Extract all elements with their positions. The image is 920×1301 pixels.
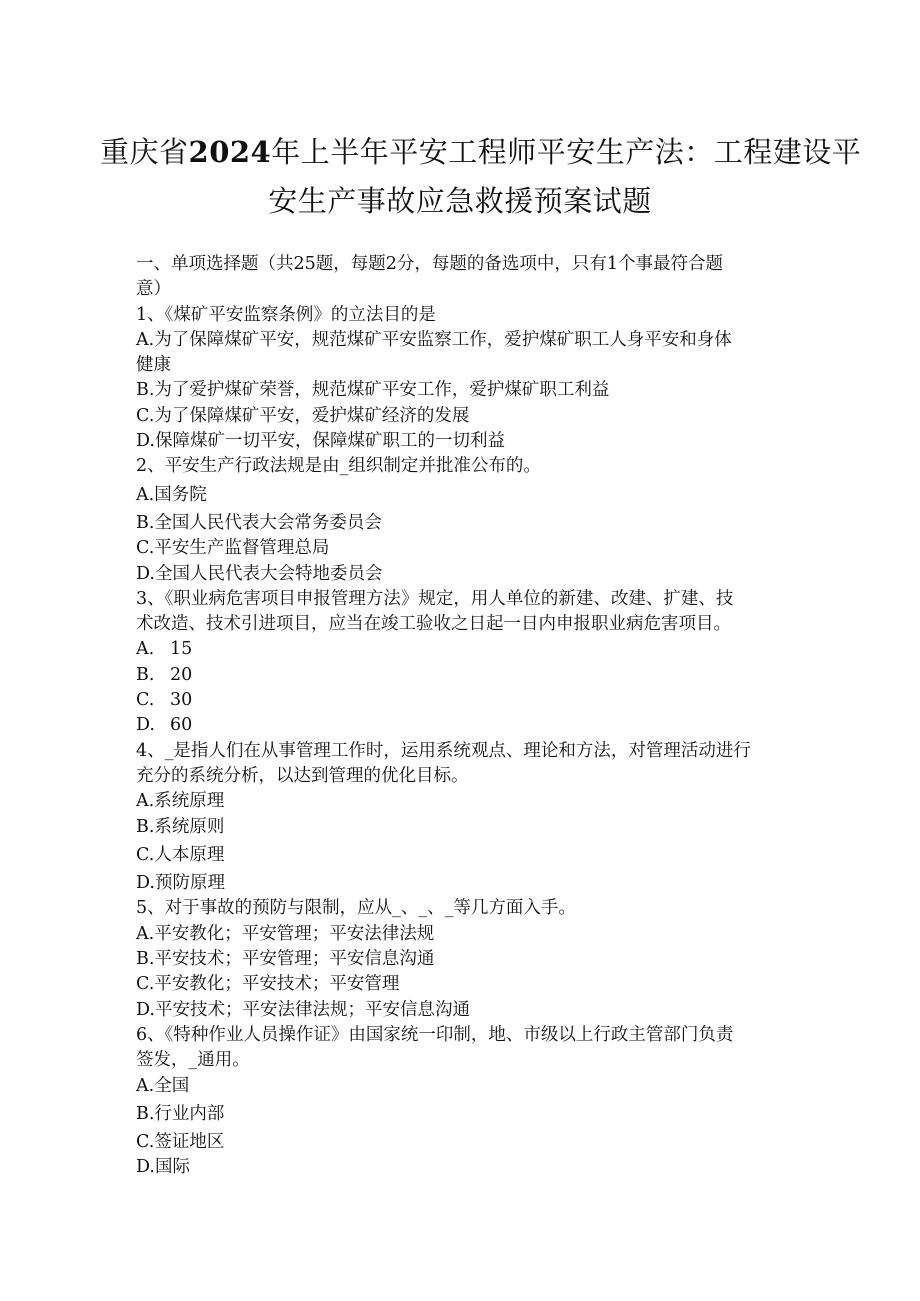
option-value: 60 (170, 715, 193, 736)
option-letter: C. (136, 690, 155, 711)
document-title-line-1 (100, 135, 862, 169)
question-4-option-a: A.系统原理 (136, 791, 225, 812)
option-letter: A. (136, 639, 155, 660)
question-6-stem: 6、《特种作业人员操作证》由国家统一印制，地、市级以上行政主管部门负责 (136, 1024, 734, 1045)
question-5-option-c: C.平安教化；平安技术；平安管理 (136, 974, 400, 995)
question-1-stem: 1、《煤矿平安监察条例》的立法目的是 (136, 304, 436, 325)
question-6-option-d: D.国际 (136, 1157, 190, 1178)
question-2-option-d: D.全国人民代表大会特地委员会 (136, 563, 383, 584)
question-3-option-a (136, 637, 786, 662)
question-3-stem: 3、《职业病危害项目申报管理方法》规定，用人单位的新建、改建、扩建、技 (136, 588, 734, 609)
question-3-option-b (136, 663, 786, 688)
title-year: 2024 (188, 135, 272, 169)
question-1-option-c: C.为了保障煤矿平安，爱护煤矿经济的发展 (136, 405, 470, 426)
question-3-option-d (136, 713, 786, 738)
question-2-option-a: A.国务院 (136, 484, 207, 505)
question-1-option-a: A.为了保障煤矿平安，规范煤矿平安监察工作，爱护煤矿职工人身平安和身体 (136, 329, 732, 350)
title-prefix: 重庆省 (100, 135, 189, 169)
question-4-option-c: C.人本原理 (136, 844, 225, 865)
question-4-option-b: B.系统原则 (136, 816, 225, 837)
question-4-stem-continued: 充分的系统分析，以达到管理的优化目标。 (136, 765, 469, 786)
question-5-option-b: B.平安技术；平安管理；平安信息沟通 (136, 949, 435, 970)
question-6-stem-continued: 签发，_通用。 (136, 1050, 250, 1071)
question-6-option-b: B.行业内部 (136, 1103, 225, 1124)
question-4-stem: 4、_是指人们在从事管理工作时，运用系统观点、理论和方法，对管理活动进行 (136, 740, 751, 761)
question-5-option-d: D.平安技术；平安法律法规；平安信息沟通 (136, 999, 470, 1020)
question-3-option-c (136, 688, 786, 713)
question-5-stem: 5、对于事故的预防与限制，应从_、_、_等几方面入手。 (136, 898, 576, 919)
option-value: 30 (170, 690, 193, 711)
question-1-option-b: B.为了爱护煤矿荣誉，规范煤矿平安工作，爱护煤矿职工利益 (136, 380, 610, 401)
question-3-stem-continued: 术改造、技术引进项目，应当在竣工验收之日起一日内申报职业病危害项目。 (136, 614, 731, 635)
document-title-line-2: 安生产事故应急救援预案试题 (268, 184, 652, 218)
question-6-option-c: C.签证地区 (136, 1132, 225, 1153)
option-letter: B. (136, 664, 155, 685)
section-header: 一、单项选择题（共25题，每题2分，每题的备选项中，只有1个事最符合题 (136, 254, 724, 274)
option-letter: D. (136, 715, 155, 736)
question-1-option-d: D.保障煤矿一切平安，保障煤矿职工的一切利益 (136, 431, 505, 452)
option-value: 15 (170, 639, 193, 660)
option-value: 20 (170, 664, 193, 685)
question-5-option-a: A.平安教化；平安管理；平安法律法规 (136, 923, 435, 944)
title-suffix: 年上半年平安工程师平安生产法：工程建设平 (271, 135, 862, 169)
question-2-option-b: B.全国人民代表大会常务委员会 (136, 512, 382, 533)
question-2-option-c: C.平安生产监督管理总局 (136, 538, 330, 559)
section-header-continued: 意） (136, 279, 171, 300)
question-6-option-a: A.全国 (136, 1075, 190, 1096)
question-2-stem: 2、平安生产行政法规是由_组织制定并批准公布的。 (136, 456, 541, 477)
question-4-option-d: D.预防原理 (136, 873, 225, 894)
question-1-option-a-continued: 健康 (136, 355, 171, 376)
document-body (136, 252, 786, 1181)
